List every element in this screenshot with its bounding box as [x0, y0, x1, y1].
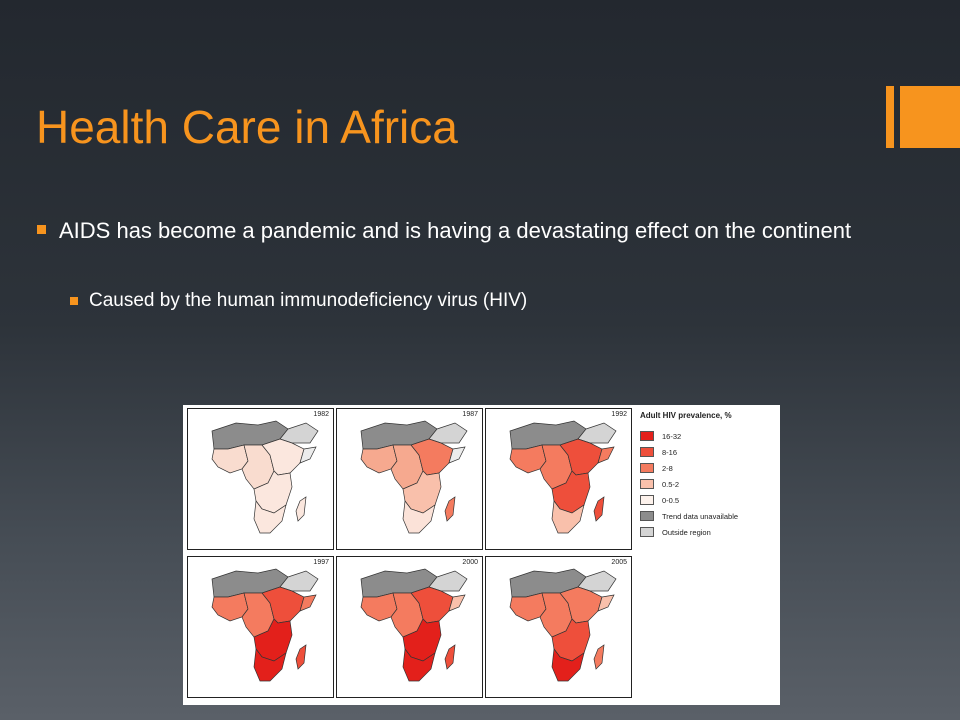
africa-map	[486, 409, 631, 549]
legend-swatch	[640, 431, 654, 441]
map-region-horn	[280, 423, 318, 443]
africa-map	[188, 557, 333, 697]
africa-map	[337, 557, 482, 697]
legend-label: Outside region	[662, 528, 711, 537]
accent-bar-thick	[900, 86, 960, 148]
map-region-madagascar	[445, 645, 455, 669]
legend-swatch	[640, 447, 654, 457]
legend-label: 2-8	[662, 464, 673, 473]
bullet-text: AIDS has become a pandemic and is having a devastating effect on the continent	[59, 218, 852, 243]
bullet-level1	[37, 216, 867, 245]
hiv-prevalence-map-figure	[183, 405, 780, 705]
map-panel-1992	[485, 408, 632, 550]
legend-label: 16-32	[662, 432, 682, 441]
legend-label: 0.5-2	[662, 480, 680, 489]
map-panel-1997	[187, 556, 334, 698]
legend-swatch	[640, 511, 654, 521]
map-region-horn	[578, 423, 616, 443]
bullet-text: Caused by the human immunodeficiency virus (HIV)	[89, 290, 528, 311]
map-region-madagascar	[594, 645, 604, 669]
map-region-horn	[429, 423, 467, 443]
slide-title: Health Care in Africa	[36, 101, 458, 153]
africa-map	[486, 557, 631, 697]
map-region-horn	[280, 571, 318, 591]
legend-swatch	[640, 495, 654, 505]
map-panel-2005	[485, 556, 632, 698]
map-panel-1982	[187, 408, 334, 550]
africa-map	[337, 409, 482, 549]
map-region-madagascar	[594, 497, 604, 521]
legend-label: 0-0.5	[662, 496, 680, 505]
panel-year: 1982	[313, 411, 329, 418]
africa-map	[188, 409, 333, 549]
panel-year: 2000	[462, 559, 478, 566]
bullet-marker	[37, 225, 46, 234]
map-region-madagascar	[296, 497, 306, 521]
legend-label: Trend data unavailable	[662, 512, 739, 521]
panel-year: 1987	[462, 411, 478, 418]
panel-year: 2005	[611, 559, 627, 566]
legend-swatch	[640, 479, 654, 489]
map-region-madagascar	[296, 645, 306, 669]
panel-year: 1997	[313, 559, 329, 566]
bullet-marker	[70, 297, 78, 305]
legend-swatch	[640, 463, 654, 473]
map-region-madagascar	[445, 497, 455, 521]
legend-swatch	[640, 527, 654, 537]
bullet-level2	[70, 288, 860, 314]
map-panel-1987	[336, 408, 483, 550]
panel-year: 1992	[611, 411, 627, 418]
accent-bar-thin	[886, 86, 894, 148]
map-region-horn	[429, 571, 467, 591]
map-region-horn	[578, 571, 616, 591]
map-legend	[638, 407, 778, 557]
legend-title: Adult HIV prevalence, %	[640, 411, 732, 420]
legend-label: 8-16	[662, 448, 678, 457]
map-panel-2000	[336, 556, 483, 698]
